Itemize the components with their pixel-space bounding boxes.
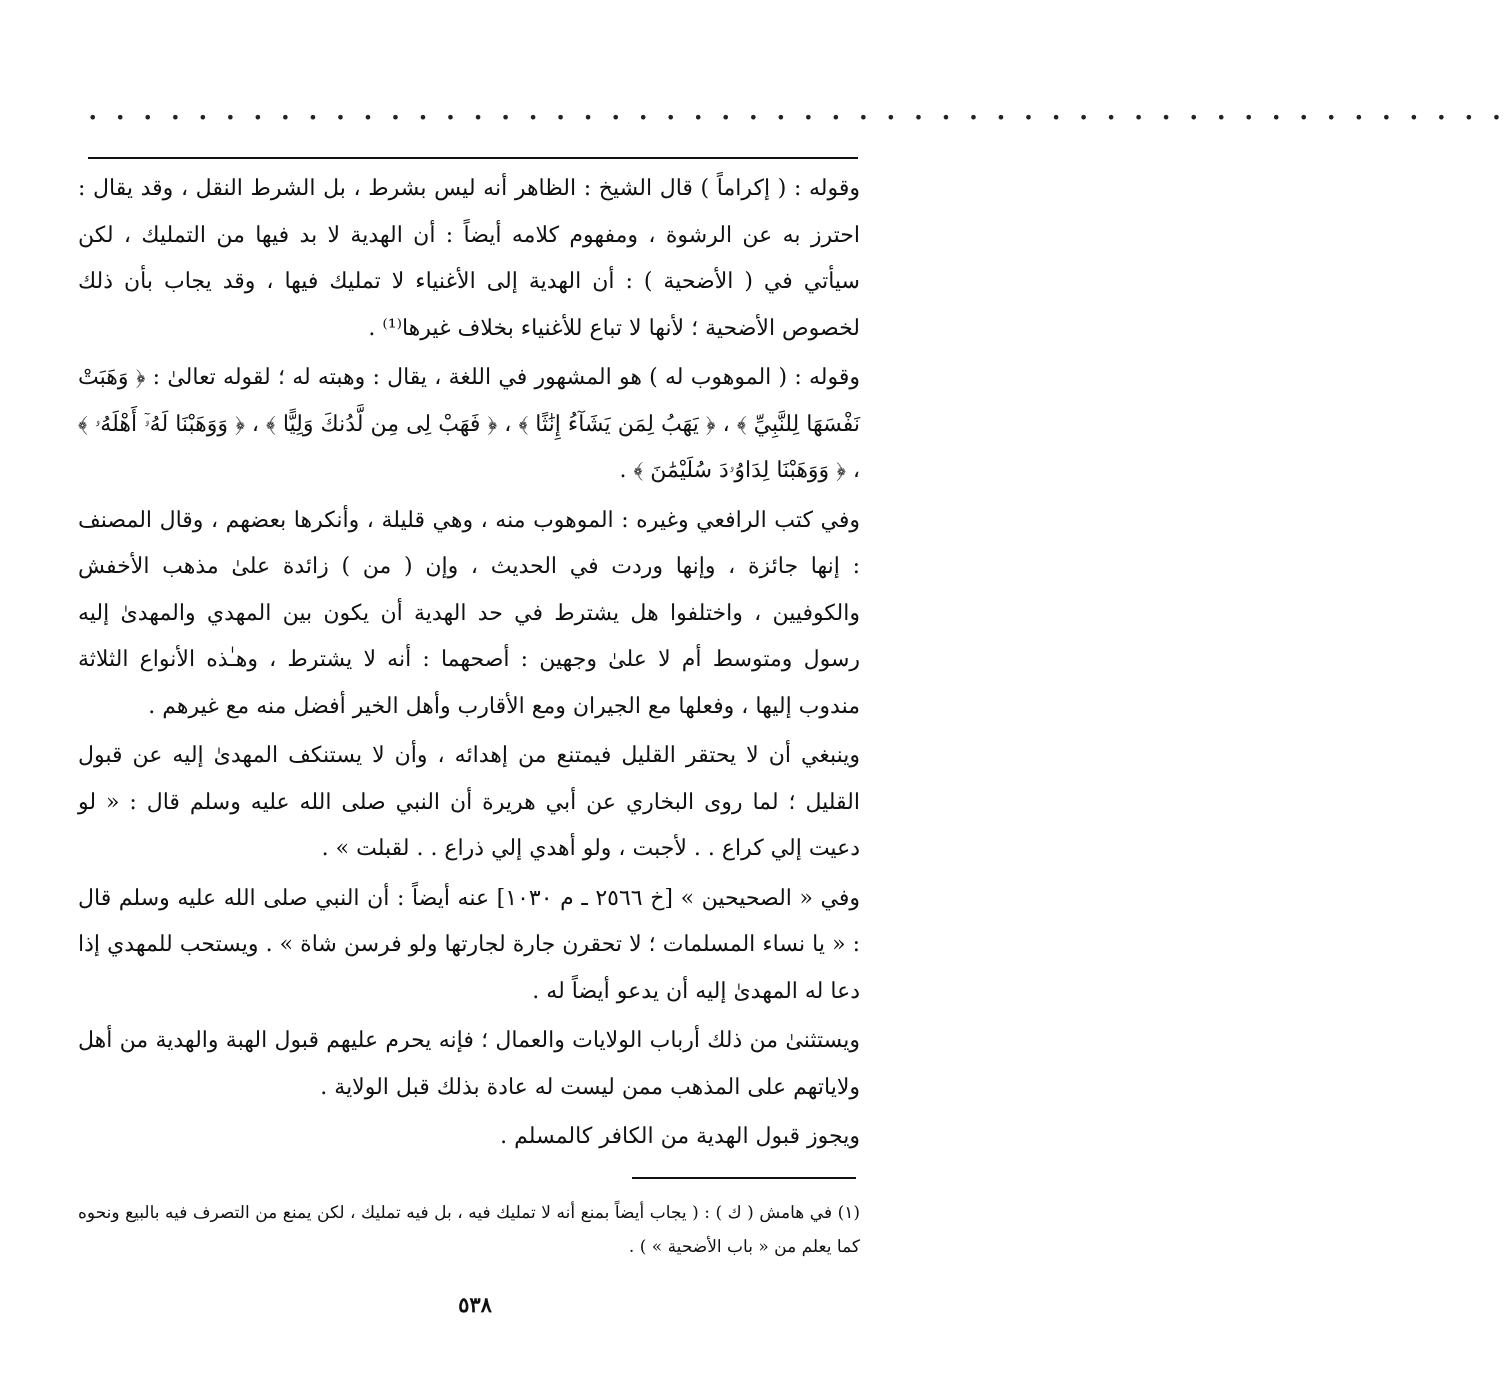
footnote [78,1196,860,1264]
paragraph-qalil: وينبغي أن لا يحتقر القليل فيمتنع من إهدائه ، وأن لا يستنكف المهدىٰ إليه عن قبول القليل ؛ لما روى البخاري عن أبي هريرة أن النبي صلى الله عليه وسلم قال : « لو دعيت إلي كراع . . لأجبت ، ولو أهدي إلي ذراع . . لقبلت » . [78,743,860,861]
header-rule [88,157,858,159]
paragraph-sahihayn: وفي « الصحيحين » [خ ٢٥٦٦ ـ م ١٠٣٠] عنه أيضاً : أن النبي صلى الله عليه وسلم قال : « يا نساء المسلمات ؛ لا تحقرن جارة لجارتها ولو فرسن شاة » . ويستحب للمهدي إذا دعا له المهدىٰ إليه أن يدعو أيضاً له . [78,885,861,1004]
paragraph-ikram: وقوله : ( إكراماً ) قال الشيخ : الظاهر أنه ليس بشرط ، بل الشرط النقل ، وقد يقال : احترز به عن الرشوة ، ومفهوم كلامه أيضاً : أن الهدية لا بد فيها من التمليك ، لكن سيأتي في ( الأضحية ) : أن الهدية إلى الأغنياء لا تمليك فيها ، وقد يجاب بأن ذلك لخصوص الأضحية ؛ لأنها لا تباع للأغنياء بخلاف غيرها⁽¹⁾ . [78,176,860,341]
header-dotted-line: • • • • • • • • • • • • • • • • • • • • • • • • • • • • • • • • • • • • • • • • • • • • • • • • • • • • [88,108,1508,127]
main-text [78,166,860,1161]
footnote-separator [632,1177,856,1179]
footnote-1: (١) في هامش ( ك ) : ( يجاب أيضاً بمنع أنه لا تمليك فيه ، بل فيه تمليك ، لكن يمنع من التصرف فيه بالبيع ونحوه كما يعلم من « باب الأضحية » ) . [78,1203,860,1257]
page-number: ٥٣٨ [458,1292,492,1317]
paragraph-kafir: ويجوز قبول الهدية من الكافر كالمسلم . [500,1124,860,1149]
paragraph-mawhub-minhu: وفي كتب الرافعي وغيره : الموهوب منه ، وهي قليلة ، وأنكرها بعضهم ، وقال المصنف : إنها جائزة ، وإنها وردت في الحديث ، وإن ( من ) زائدة علىٰ مذهب الأخفش والكوفيين ، واختلفوا هل يشترط في حد الهدية أن يكون بين المهدي والمهدىٰ إليه رسول ومتوسط أم لا علىٰ وجهين : أصحهما : أنه لا يشترط ، وهـٰذه الأنواع الثلاثة مندوب إليها ، وفعلها مع الجيران ومع الأقارب وأهل الخير أفضل منه مع غيرهم . [78,507,860,719]
paragraph-mawhub-lahu: وقوله : ( الموهوب له ) هو المشهور في اللغة ، يقال : وهبته له ؛ لقوله تعالىٰ : ﴿ وَهَبَتْ نَفْسَهَا لِلنَّبِيِّ ﴾ ، ﴿ يَهَبُ لِمَن يَشَآءُ إِنَٰثًا ﴾ ، ﴿ فَهَبْ لِى مِن لَّدُنكَ وَلِيًّا ﴾ ، ﴿ وَوَهَبْنَا لَهُۥٓ أَهْلَهُۥ ﴾ ، ﴿ وَوَهَبْنَا لِدَاوُۥدَ سُلَيْمَٰنَ ﴾ . [78,365,860,483]
paragraph-wilayat: ويستثنىٰ من ذلك أرباب الولايات والعمال ؛ فإنه يحرم عليهم قبول الهبة والهدية من أهل ولاياتهم على المذهب ممن ليست له عادة بذلك قبل الولاية . [78,1028,860,1100]
